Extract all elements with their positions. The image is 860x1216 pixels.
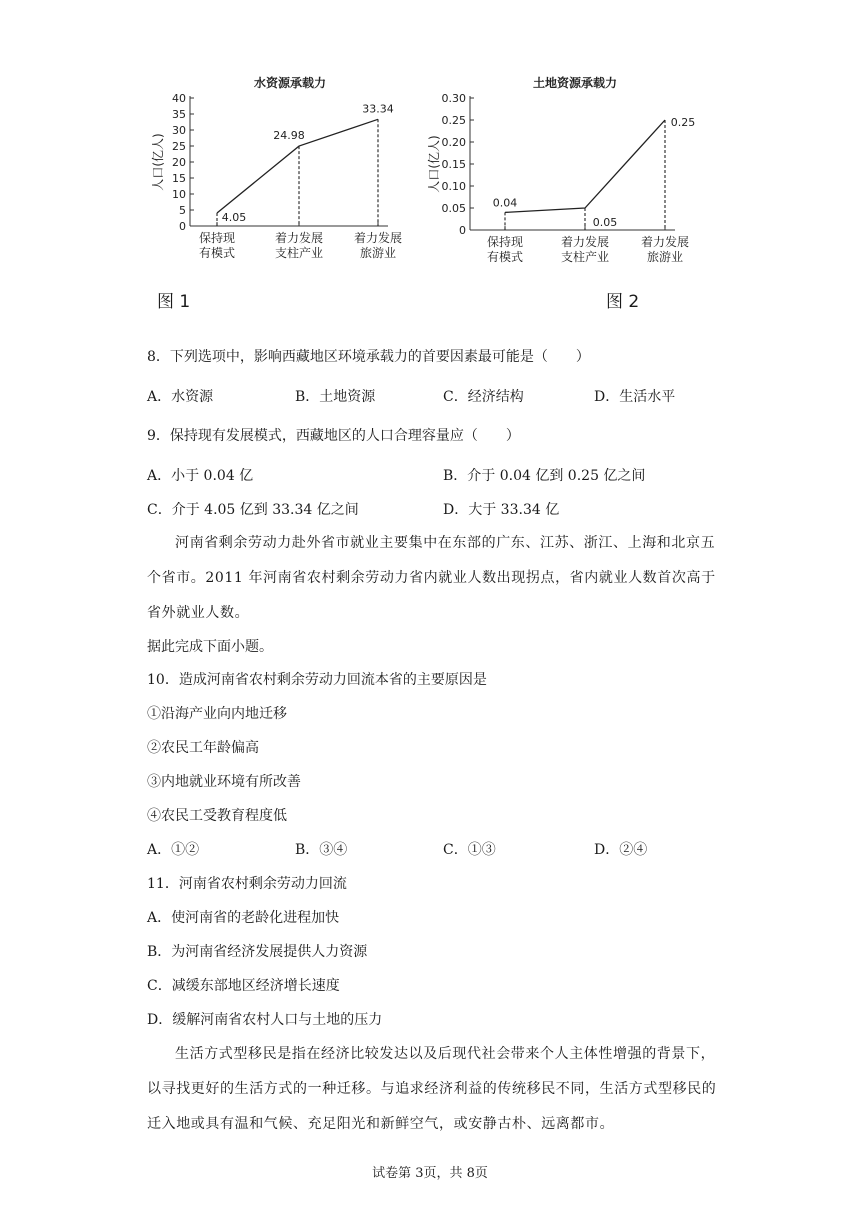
data-label: 33.34	[362, 102, 394, 116]
question-9-option-a: A．小于 0.04 亿	[147, 468, 254, 484]
question-8-option-d: D．生活水平	[594, 389, 676, 405]
y-axis-label: 人口(亿人)	[427, 135, 441, 193]
y-tick-label: 0.10	[441, 180, 466, 193]
instruction-text: 据此完成下面小题。	[147, 639, 273, 655]
x-tick-label: 着力发展	[274, 231, 324, 245]
question-11-option-d: D．缓解河南省农村人口与土地的压力	[147, 1012, 383, 1028]
question-10-item-3: ③内地就业环境有所改善	[147, 774, 301, 790]
x-tick-label: 保持现	[198, 231, 236, 245]
question-8-option-b: B．土地资源	[295, 389, 376, 405]
chart-title: 土地资源承载力	[532, 76, 618, 90]
x-tick-label: 有模式	[198, 246, 236, 260]
y-tick-label: 0	[459, 224, 466, 237]
x-tick-label: 支柱产业	[560, 250, 610, 264]
question-8-stem: 8．下列选项中，影响西藏地区环境承载力的首要因素最可能是（ ）	[147, 349, 590, 365]
y-tick-label: 0.30	[441, 92, 466, 105]
y-tick-label: 5	[179, 204, 186, 217]
land-resource-chart	[427, 70, 710, 280]
y-tick-label: 0.25	[441, 114, 466, 127]
y-tick-label: 15	[172, 172, 186, 185]
x-tick-label: 旅游业	[646, 250, 684, 264]
y-axis-label: 人口(亿人)	[151, 133, 165, 191]
question-10-item-1: ①沿海产业向内地迁移	[147, 706, 287, 722]
y-tick-label: 0.20	[441, 136, 466, 149]
y-tick-label: 0.05	[441, 202, 466, 215]
figure-2-label: 图 2	[606, 292, 640, 312]
question-11-option-a: A．使河南省的老龄化进程加快	[147, 910, 340, 926]
question-9-option-c: C．介于 4.05 亿到 33.34 亿之间	[147, 502, 359, 518]
question-10-stem: 10．造成河南省农村剩余劳动力回流本省的主要原因是	[147, 672, 487, 688]
data-label: 0.04	[492, 196, 518, 210]
passage-lifestyle-migration: 生活方式型移民是指在经济比较发达以及后现代社会带来个人主体性增强的背景下，以寻找更好的生活方式的一种迁移。与追求经济利益的传统移民不同，生活方式型移民的迁入地或具有温和气候、充足阳光和新鲜空气，或安静古朴、远离都市。	[147, 1046, 717, 1132]
y-tick-label: 25	[172, 140, 186, 153]
x-tick-label: 支柱产业	[274, 246, 324, 260]
question-11-stem: 11．河南省农村剩余劳动力回流	[147, 876, 347, 892]
question-8-option-c: C．经济结构	[443, 389, 524, 405]
question-10-item-4: ④农民工受教育程度低	[147, 808, 287, 824]
data-label: 0.25	[670, 116, 696, 129]
question-10-item-2: ②农民工年龄偏高	[147, 740, 259, 756]
figure-1-label: 图 1	[157, 292, 191, 312]
question-10-option-d: D．②④	[594, 842, 648, 858]
data-label: 24.98	[273, 129, 305, 143]
y-tick-label: 40	[172, 92, 186, 105]
y-tick-label: 10	[172, 188, 186, 201]
y-tick-label: 20	[172, 156, 186, 169]
question-9-stem: 9．保持现有发展模式，西藏地区的人口合理容量应（ ）	[147, 428, 520, 444]
y-tick-label: 0	[179, 220, 186, 233]
question-10-option-c: C．①③	[443, 842, 496, 858]
data-label: 0.05	[592, 216, 618, 229]
question-9-option-d: D．大于 33.34 亿	[443, 502, 560, 518]
question-11-option-c: C．减缓东部地区经济增长速度	[147, 978, 340, 994]
series-line	[505, 120, 665, 212]
data-label: 4.05	[221, 211, 247, 225]
y-tick-label: 30	[172, 124, 186, 137]
question-8-option-a: A．水资源	[147, 389, 214, 405]
x-tick-label: 着力发展	[560, 235, 610, 249]
x-tick-label: 保持现	[486, 235, 524, 249]
page-footer: 试卷第 3页，共 8页	[372, 1166, 488, 1181]
y-tick-label: 35	[172, 108, 186, 121]
question-11-option-b: B．为河南省经济发展提供人力资源	[147, 944, 368, 960]
x-tick-label: 旅游业	[359, 246, 397, 260]
question-10-option-b: B．③④	[295, 842, 348, 858]
passage-labor-migration: 河南省剩余劳动力赴外省市就业主要集中在东部的广东、江苏、浙江、上海和北京五个省市。2011 年河南省农村剩余劳动力省内就业人数出现拐点，省内就业人数首次高于省外就业人数。	[147, 535, 716, 621]
x-tick-label: 着力发展	[353, 231, 403, 245]
y-tick-label: 0.15	[441, 158, 466, 171]
question-10-option-a: A．①②	[147, 842, 200, 858]
water-resource-chart	[150, 70, 430, 280]
x-tick-label: 有模式	[486, 250, 524, 264]
question-9-option-b: B．介于 0.04 亿到 0.25 亿之间	[443, 468, 646, 484]
x-tick-label: 着力发展	[640, 235, 690, 249]
chart-title: 水资源承载力	[253, 76, 327, 90]
